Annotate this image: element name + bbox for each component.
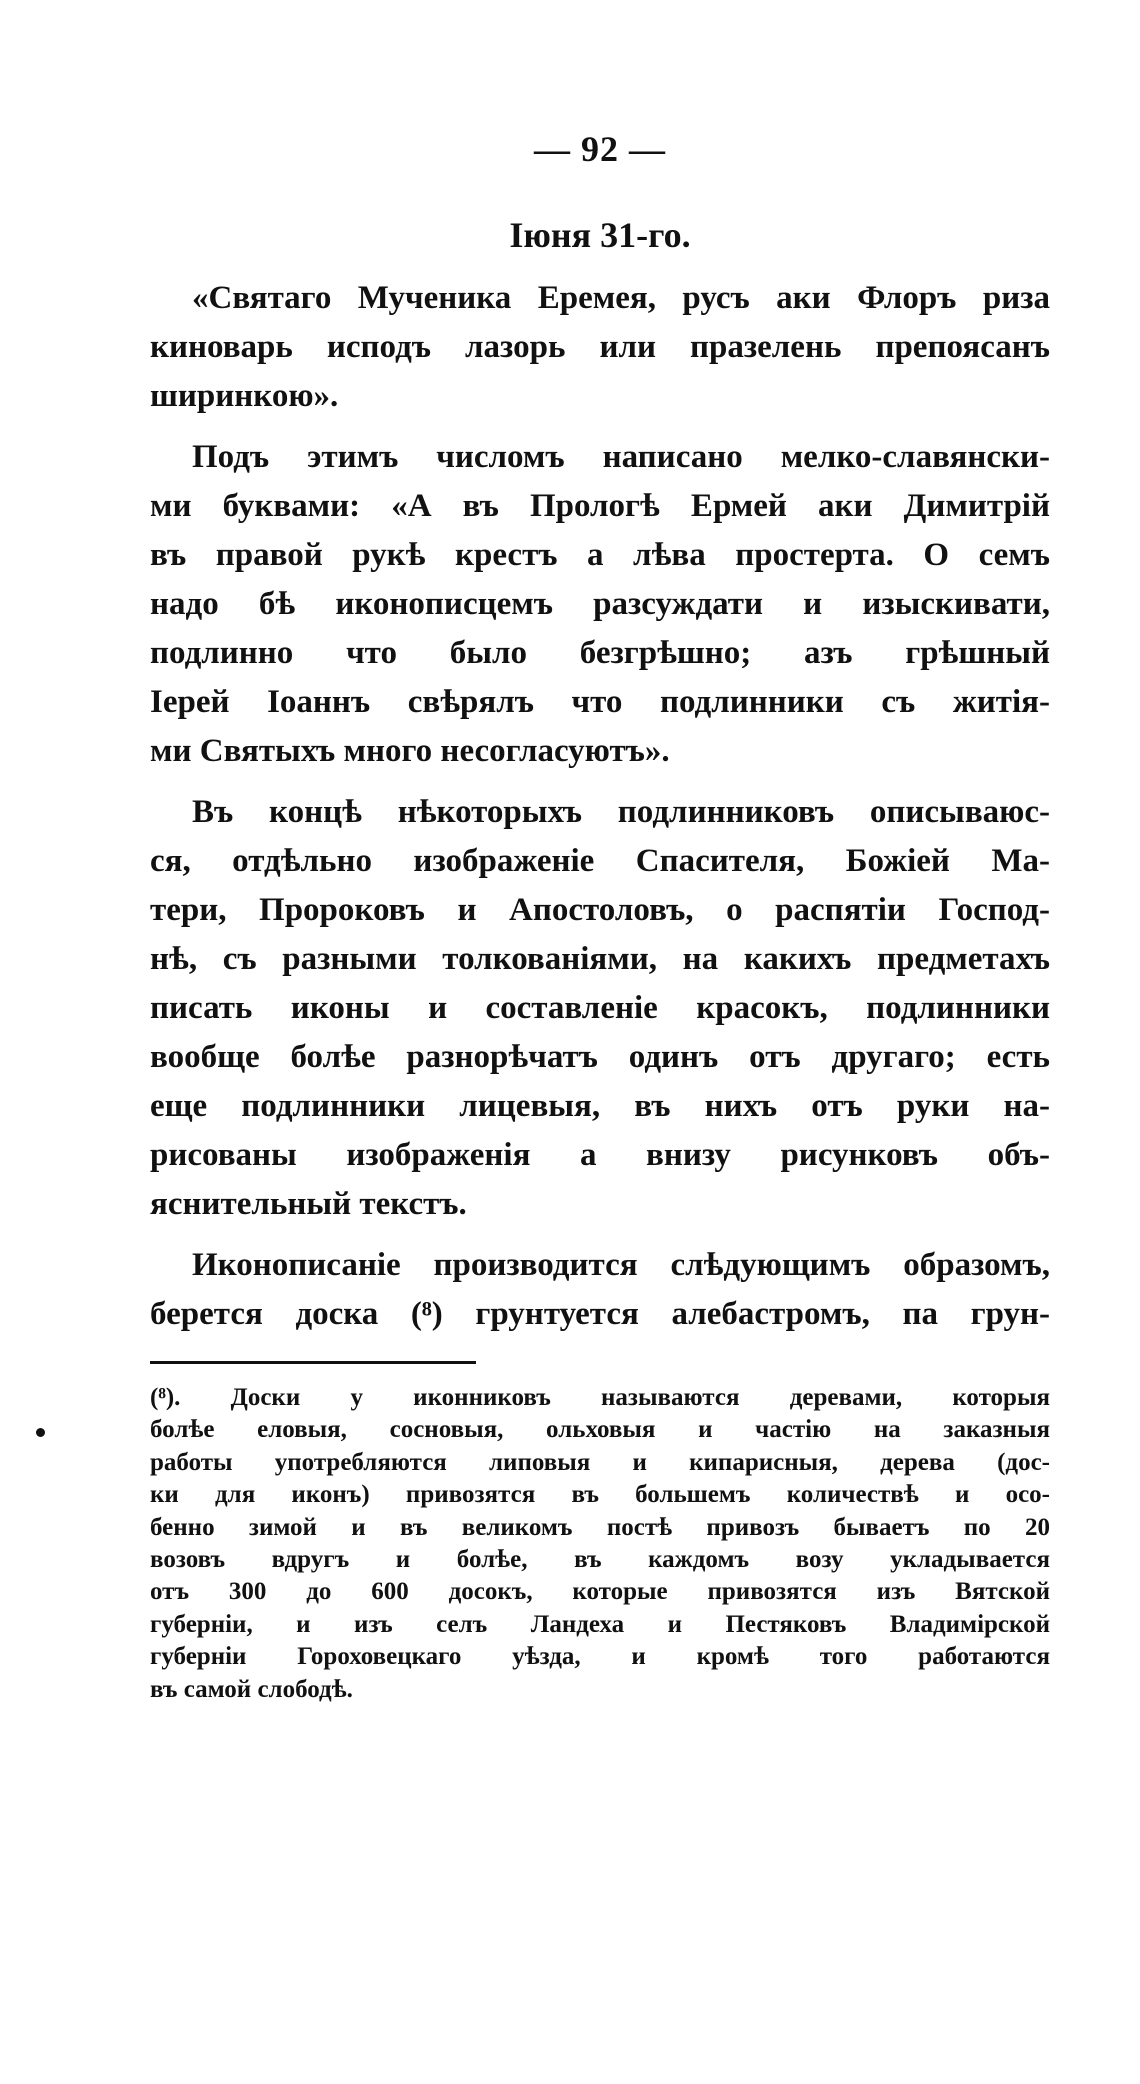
footnote-line: работы употребляются липовыя и кипарисныя, дерева (дос- bbox=[150, 1448, 1050, 1476]
text-line: Іерей Іоаннъ свѣрялъ что подлинники съ житія- bbox=[150, 684, 1050, 720]
footnote-line: губерніи, и изъ селъ Ландеха и Пестяковъ Владимірской bbox=[150, 1610, 1050, 1638]
footnote-line: губерніи Гороховецкаго уѣзда, и кромѣ того работаются bbox=[150, 1643, 1050, 1671]
text-line: надо бѣ иконописцемъ разсуждати и изыскивати, bbox=[150, 586, 1050, 622]
paragraph-podlinniki bbox=[150, 788, 1050, 1229]
text-line: ширинкою». bbox=[150, 378, 339, 414]
text-line: въ правой рукѣ крестъ а лѣва простерта. О семъ bbox=[150, 537, 1050, 573]
text-line: подлинно что было безгрѣшно; азъ грѣшный bbox=[150, 635, 1050, 671]
text-line: тери, Пророковъ и Апостоловъ, о распятіи Господ- bbox=[150, 892, 1050, 928]
paragraph-ikonopisanie bbox=[150, 1241, 1050, 1339]
footnote-divider bbox=[150, 1361, 476, 1364]
footnote-line: ки для иконъ) привозятся въ большемъ количествѣ и осо- bbox=[150, 1481, 1050, 1509]
text-line: Подъ этимъ числомъ написано мелко-славянски- bbox=[192, 439, 1050, 475]
text-line: Иконописаніе производится слѣдующимъ образомъ, bbox=[192, 1247, 1050, 1283]
text-line: ми Святыхъ много несогласуютъ». bbox=[150, 733, 670, 769]
text-line: берется доска (⁸) грунтуется алебастромъ, па грун- bbox=[150, 1296, 1050, 1332]
footnote-line: болѣе еловыя, сосновыя, ольховыя и частію на заказныя bbox=[150, 1416, 1050, 1444]
paragraph-quote bbox=[150, 274, 1050, 421]
footnote-line: возовъ вдругъ и болѣе, въ каждомъ возу укладывается bbox=[150, 1546, 1050, 1574]
text-line: рисованы изображенія а внизу рисунковъ объ- bbox=[150, 1137, 1050, 1173]
footnote-line: бенно зимой и въ великомъ постѣ привозъ бываетъ по 20 bbox=[150, 1513, 1050, 1541]
text-line: еще подлинники лицевыя, въ нихъ отъ руки на- bbox=[150, 1088, 1050, 1124]
text-line: вообще болѣе разнорѣчатъ одинъ отъ другаго; есть bbox=[150, 1039, 1050, 1075]
text-line: писать иконы и составленіе красокъ, подлинники bbox=[150, 990, 1050, 1026]
paragraph-prolog-note bbox=[150, 433, 1050, 776]
footnote-line: въ самой слободѣ. bbox=[150, 1675, 353, 1703]
text-line: ми буквами: «А въ Прологѣ Ермей аки Димитрій bbox=[150, 488, 1050, 524]
book-page bbox=[150, 128, 1050, 1706]
text-line: «Святаго Мученика Еремея, русъ аки Флоръ риза bbox=[192, 280, 1050, 316]
page-number: — 92 — bbox=[534, 129, 666, 169]
text-line: ся, отдѣльно изображеніе Спасителя, Божіей Ма- bbox=[150, 843, 1050, 879]
text-line: киноварь исподъ лазорь или празелень препоясанъ bbox=[150, 329, 1050, 365]
text-line: Въ концѣ нѣкоторыхъ подлинниковъ описываюс- bbox=[192, 794, 1050, 830]
footnote-line: (⁸). Доски у иконниковъ называются деревами, которыя bbox=[150, 1384, 1050, 1411]
margin-ink-dot bbox=[36, 1428, 45, 1437]
footnote bbox=[150, 1382, 1050, 1706]
footnote-line: отъ 300 до 600 досокъ, которые привозятся изъ Вятской bbox=[150, 1578, 1050, 1606]
text-line: яснительный текстъ. bbox=[150, 1186, 467, 1222]
date-heading: Іюня 31-го. bbox=[509, 215, 691, 255]
text-line: нѣ, съ разными толкованіями, на какихъ предметахъ bbox=[150, 941, 1050, 977]
